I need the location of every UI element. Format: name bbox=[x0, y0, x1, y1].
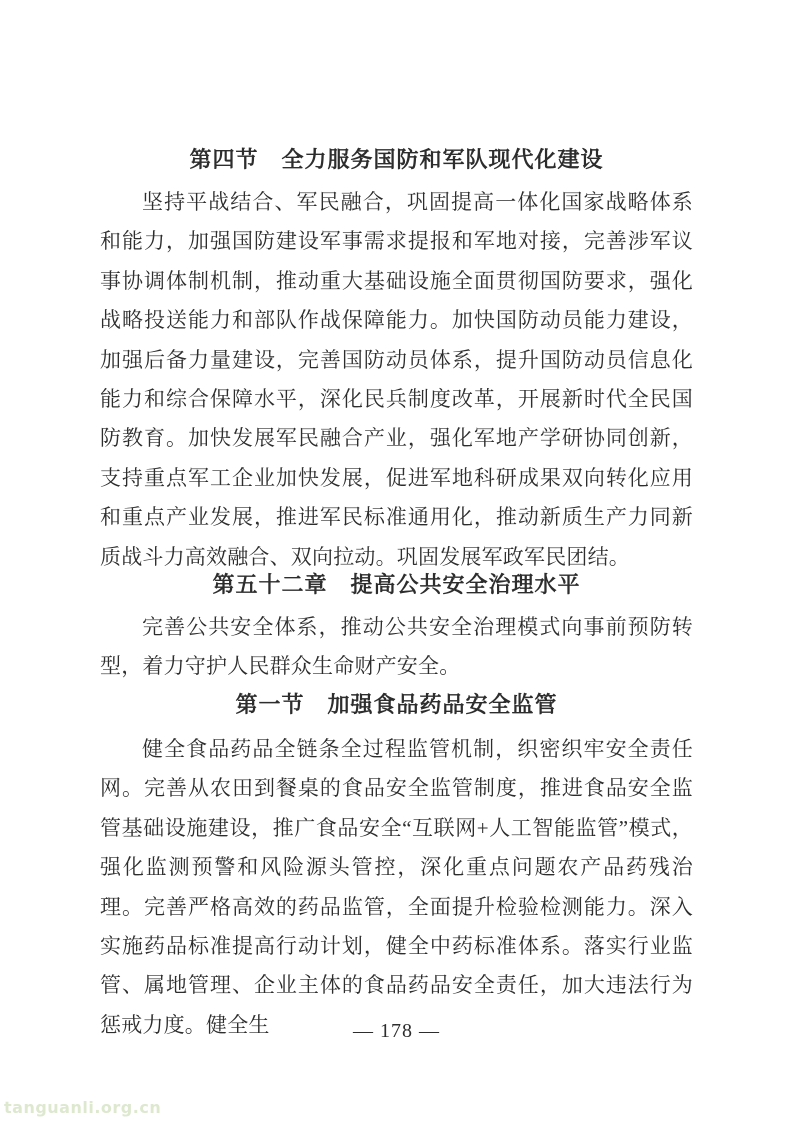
chapter-heading: 第五十二章 提高公共安全治理水平 bbox=[212, 572, 581, 597]
paragraph: 健全食品药品全链条全过程监管机制，织密织牢安全责任网。完善从农田到餐桌的食品安全监管制度，推进食品安全监管基础设施建设，推广食品安全“互联网+人工智能监管”模式，强化监测预警和风险源头管控，深化重点问题农产品药残治理。完善严格高效的药品监管，全面提升检验检测能力。深入实施药品标准提高行动计划，健全中药标准体系。落实行业监管、属地管理、企业主体的食品药品安全责任，加大违法行为惩戒力度。健全生 bbox=[100, 737, 693, 1037]
watermark: tanguanli.org.cn bbox=[4, 1098, 162, 1117]
page-number: — 178 — bbox=[353, 1020, 440, 1042]
paragraph: 完善公共安全体系，推动公共安全治理模式向事前预防转型，着力守护人民群众生命财产安全。 bbox=[100, 615, 693, 679]
section-heading: 第四节 全力服务国防和军队现代化建设 bbox=[189, 147, 604, 172]
section-heading: 第一节 加强食品药品安全监管 bbox=[235, 692, 558, 717]
paragraph: 坚持平战结合、军民融合，巩固提高一体化国家战略体系和能力，加强国防建设军事需求提报和军地对接，完善涉军议事协调体制机制，推动重大基础设施全面贯彻国防要求，强化战略投送能力和部队作战保障能力。加快国防动员能力建设，加强后备力量建设，完善国防动员体系，提升国防动员信息化能力和综合保障水平，深化民兵制度改革，开展新时代全民国防教育。加快发展军民融合产业，强化军地产学研协同创新，支持重点军工企业加快发展，促进军地科研成果双向转化应用和重点产业发展，推进军民标准通用化，推动新质生产力同新质战斗力高效融合、双向拉动。巩固发展军政军民团结。 bbox=[100, 190, 693, 569]
